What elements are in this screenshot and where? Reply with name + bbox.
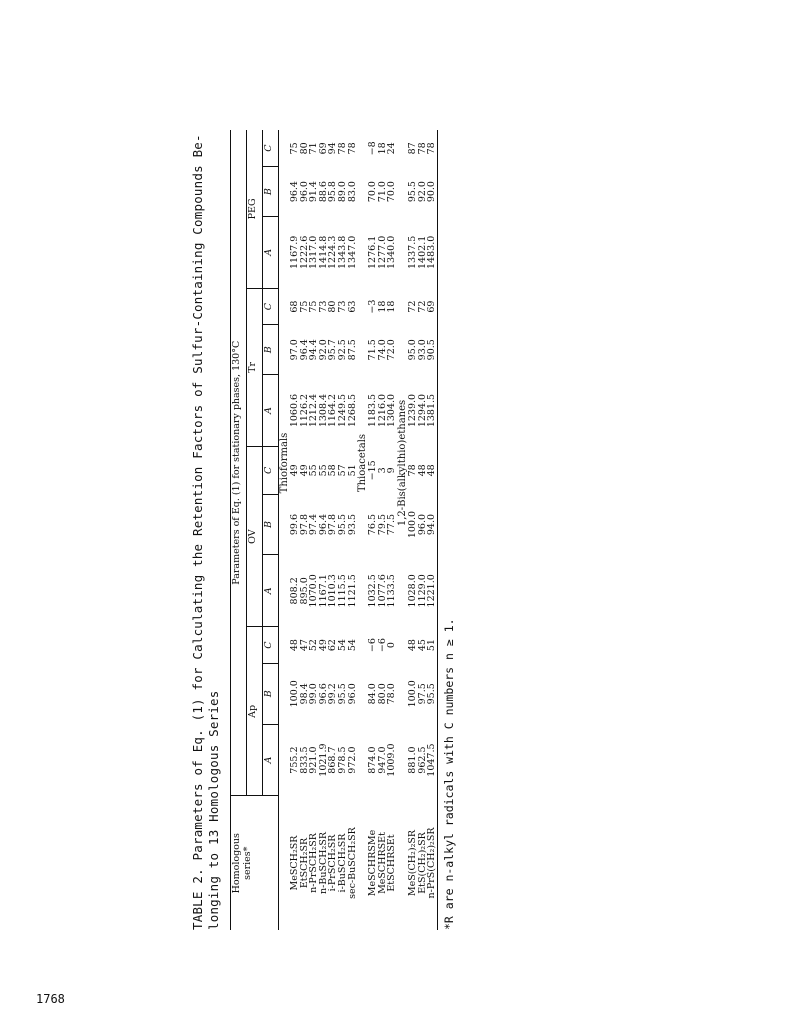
tr-b: 97.0 96.4 94.4 92.0 95.7 92.5 87.5 [289,339,358,361]
ap-c: −6 −6 0 [367,638,398,653]
subcol-a: A [263,555,279,627]
group-title-thioacetals: Thioacetals [357,433,369,493]
subcol-b: B [263,167,279,217]
series-name: EtSCH₂SR [298,837,310,889]
ap-a: 874.0 947.0 1009.0 [367,743,398,777]
rotated-table-page [190,130,610,930]
table-row [368,130,397,930]
ap-b: 100.0 98.4 99.0 96.6 99.2 95.5 96.0 [289,680,358,708]
ov-a: 1032.5 1077.6 1133.5 [367,574,398,608]
series-name: i-BuSCH₂SR [336,833,348,893]
subcol-b: B [263,494,279,555]
series-name: sec-BuSCH₂SR [346,827,358,899]
subcol-b: B [263,325,279,375]
series-names [368,796,397,930]
table-footnote: *R are n-alkyl radicals with C numbers n ≥ 1. [441,618,456,930]
ov-c: 49 49 55 55 58 57 51 [289,464,358,477]
peg-a: 1337.5 1402.1 1483.0 [406,235,438,269]
peg-b: 95.5 92.0 90.0 [406,181,438,203]
series-name: i-PrSCH₂SR [327,834,339,892]
tr-b: 71.5 74.0 72.0 [367,339,398,361]
ov-c: 78 48 48 [406,464,438,477]
ap-b: 84.0 80.0 78.0 [367,683,398,705]
series-name: MeS(CH₂)₂SR [406,829,418,897]
ov-b: 100.0 96.0 94.0 [406,510,438,539]
subcol-a: A [263,216,279,288]
ov-b: 99.6 97.8 97.4 96.4 97.8 95.5 93.5 [289,513,358,536]
series-names [408,796,437,930]
params-title: Parameters of Eq. (1) for stationary phases, 130°C [231,130,247,796]
subcol-c: C [263,446,279,494]
series-name: EtSCHRSEt [386,834,398,892]
ov-a: 1028.0 1129.0 1221.0 [406,574,438,608]
ap-c: 48 45 51 [406,639,438,652]
peg-a: 1276.1 1277.0 1340.0 [367,235,398,269]
peg-a: 1167.9 1222.6 1317.0 1414.8 1224.3 1343.8 1347.0 [289,235,358,269]
tr-a: 1183.5 1216.0 1304.0 [367,393,398,428]
peg-c: 75 80 71 69 94 78 78 [289,142,358,155]
table-body [279,130,438,930]
series-name: n-BuSCH₂SR [317,832,329,894]
tr-a: 1239.0 1294.0 1381.5 [406,393,438,428]
phase-header-peg: PEG [247,130,263,288]
ov-c: −15 3 9 [367,460,398,481]
subcol-c: C [263,130,279,167]
caption-line-2: longing to 13 Homologous Series [206,690,221,930]
tr-b: 95.0 93.0 90.5 [406,339,438,361]
ov-b: 76.5 79.5 77.5 [367,513,398,536]
series-name: EtS(CH₂)₂SR [416,832,428,894]
series-name: n-PrS(CH₂)₂SR [426,827,438,899]
subcol-a: A [263,724,279,796]
subcol-a: A [263,375,279,447]
series-header-line-1: Homologous [231,833,242,894]
group-title-thioformals: Thioformals [279,432,290,494]
subcol-c: C [263,627,279,664]
phase-header-ap: Ap [247,627,263,796]
peg-c: 87 78 78 [406,142,438,155]
peg-b: 96.4 96.0 91.4 88.6 95.8 89.0 83.0 [289,181,358,203]
series-names [290,796,357,930]
retention-parameters-table [230,130,438,930]
peg-c: −8 18 24 [367,141,398,156]
tr-c: 72 72 69 [406,300,438,313]
ap-a: 755.2 833.5 921.0 1021.9 868.7 978.5 972.0 [289,743,358,777]
ov-a: 808.2 895.0 1070.0 1167.1 1010.3 1115.5 1121.5 [289,574,358,608]
series-column-header [231,796,279,930]
series-name: MeSCH₂SR [289,835,300,891]
peg-b: 70.0 71.0 70.0 [367,181,398,203]
caption-line-1: TABLE 2. Parameters of Eq. (1) for Calculating the Retention Factors of Sulfur-Containing Compounds Be- [190,134,205,930]
ap-b: 100.0 97.5 95.5 [406,680,438,708]
tr-a: 1060.6 1126.2 1212.4 1308.4 1164.2 1249.5 1268.5 [289,393,358,428]
tr-c: 68 75 75 73 80 73 63 [289,300,358,313]
table-caption [190,130,222,930]
group-title-bis-alkylthio-ethanes: 1,2-Bis(alkylthio)ethanes [396,399,408,527]
ap-a: 881.0 962.5 1047.5 [406,743,438,777]
table-row [290,130,357,930]
series-name: MeSCHRSEt [376,832,388,894]
subcol-c: C [263,288,279,325]
series-header-line-2: series* [242,846,253,880]
phase-header-tr: Tr [247,288,263,446]
table-row [408,130,437,930]
page-number: 1768 [36,992,65,1006]
ap-c: 48 47 52 49 62 54 54 [289,639,358,652]
subcol-b: B [263,663,279,724]
phase-header-ov: OV [247,446,263,626]
series-name: n-PrSCH₂SR [308,833,320,893]
tr-c: −3 18 18 [367,299,398,314]
series-name: MeSCHRSMe [367,829,379,897]
